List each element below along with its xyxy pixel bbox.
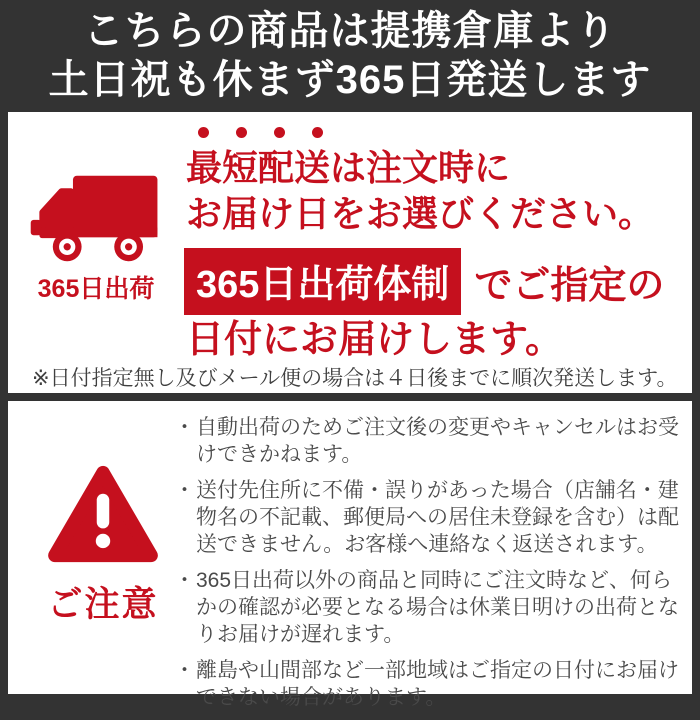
caution-item-text: 離島や山間部など一部地域はご指定の日付にお届けできない場合があります。 (196, 659, 679, 709)
shipping-heading-line-1: 最短配送は注文時に (186, 147, 511, 188)
emphasis-dot (198, 127, 209, 138)
bullet-marker: ・ (174, 479, 195, 502)
bullet-marker: ・ (174, 659, 195, 682)
warning-triangle-icon (34, 463, 172, 565)
bullet-marker: ・ (174, 416, 195, 439)
highlight-suffix-text: でご指定の (474, 265, 665, 307)
caution-item-text: 送付先住所に不備・誤りがあった場合（店舗名・建物名の不記載、郵便局への居住未登録を含む）は配送できません。お客様へ連絡なく返送されます。 (196, 479, 679, 556)
caution-block (34, 463, 172, 627)
list-item (174, 657, 684, 711)
truck-block (18, 170, 174, 305)
list-item (174, 567, 684, 648)
list-item (174, 414, 684, 468)
emphasis-dots-icon (198, 127, 350, 138)
caution-item-text: 365日出荷以外の商品と同時にご注文時など、何らかの確認が必要となる場合は休業日明けの出荷となりお届けが遅れます。 (196, 569, 679, 646)
emphasis-dot (274, 127, 285, 138)
emphasis-dot (236, 127, 247, 138)
header-banner (0, 0, 700, 112)
caution-item-text: 自動出荷のためご注文後の変更やキャンセルはお受けできかねます。 (196, 416, 679, 466)
shipping-heading-line-3: 日付にお届けします。 (186, 319, 563, 361)
caution-list (174, 414, 684, 720)
banner-line-1: こちらの商品は提携倉庫より (83, 9, 617, 53)
caution-panel (8, 401, 692, 709)
banner-line-2: 土日祝も休まず365日発送します (48, 58, 652, 102)
highlight-badge: 365日出荷体制 (184, 248, 461, 315)
list-item (174, 477, 684, 558)
emphasis-dot (312, 127, 323, 138)
bullet-marker: ・ (174, 569, 195, 592)
caution-label: ご注意 (47, 585, 159, 624)
shipping-highlight-row (184, 248, 664, 315)
delivery-truck-icon (18, 170, 174, 266)
shipping-heading-line-2: お届け日をお選びください。 (186, 193, 655, 234)
truck-label: 365日出荷 (37, 275, 155, 303)
shipping-footnote: ※日付指定無し及びメール便の場合は４日後までに順次発送します。 (32, 367, 678, 390)
shipping-panel (8, 112, 692, 393)
